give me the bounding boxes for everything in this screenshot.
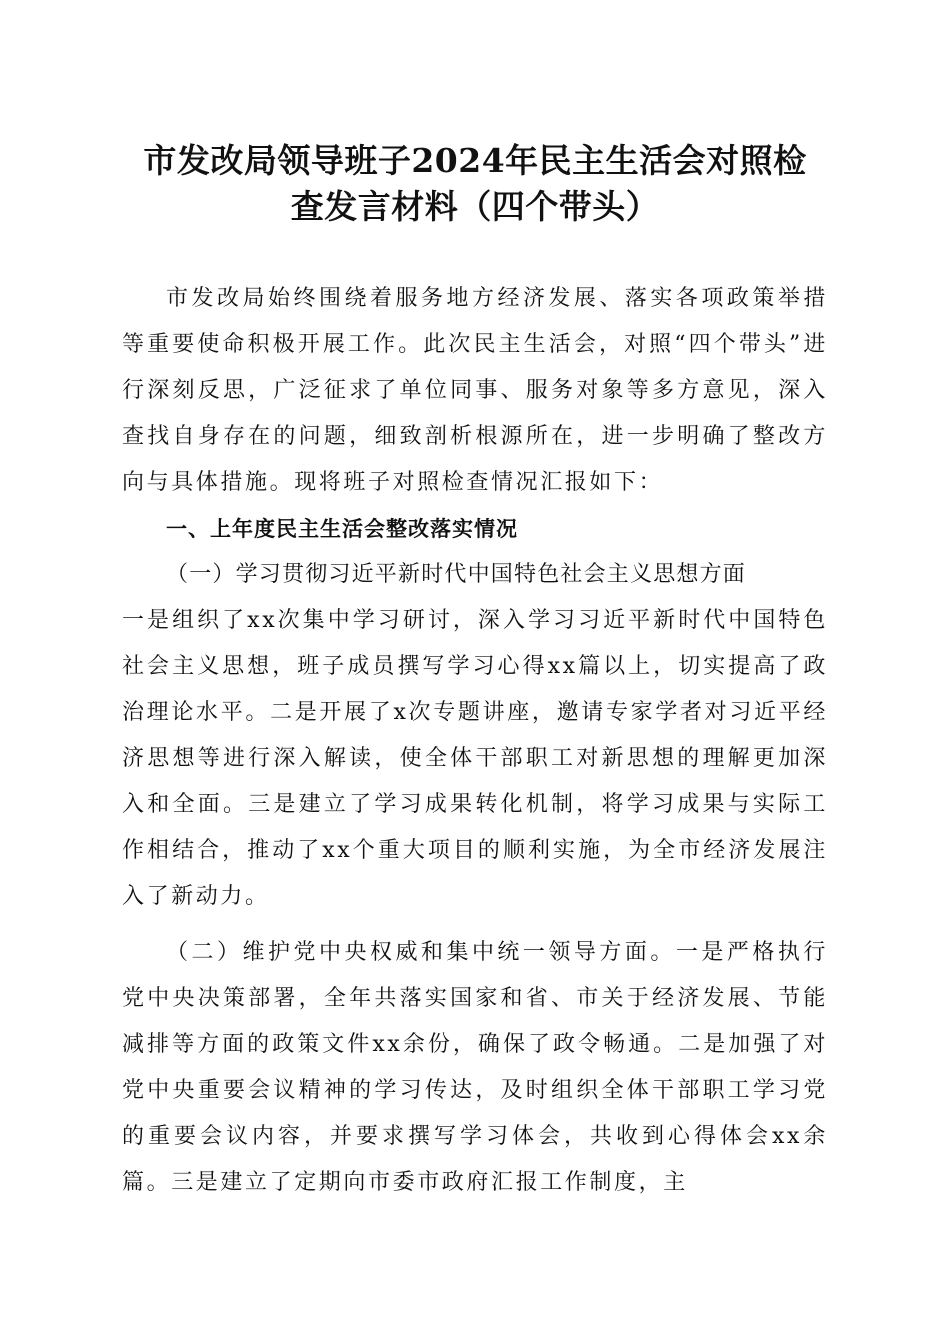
subsection-2 xyxy=(122,930,828,1206)
subsection-heading-1: （一）学习贯彻习近平新时代中国特色社会主义思想方面 xyxy=(166,562,747,587)
title-line-1: 市发改局领导班子2024年民主生活会对照检 xyxy=(143,141,807,180)
document-body xyxy=(122,276,828,1206)
section-heading-1: 一、上年度民主生活会整改落实情况 xyxy=(166,517,518,541)
document-title xyxy=(100,138,850,230)
paragraph-gap xyxy=(122,920,828,930)
subsection-body-1: 一是组织了xx次集中学习研讨，深入学习习近平新时代中国特色社会主义思想，班子成员撰写学习心得xx篇以上，切实提高了政治理论水平。二是开展了x次专题讲座，邀请专家学者对习近平经济思想等进行深入解读，使全体干部职工对新思想的理解更加深入和全面。三是建立了学习成果转化机制，将学习成果与实际工作相结合，推动了xx个重大项目的顺利实施，为全市经济发展注入了新动力。 xyxy=(122,608,828,909)
subsection-body-2: 一是严格执行党中央决策部署，全年共落实国家和省、市关于经济发展、节能减排等方面的政策文件xx余份，确保了政令畅通。二是加强了对党中央重要会议精神的学习传达，及时组织全体干部职工学习党的重要会议内容，并要求撰写学习体会，共收到心得体会xx余篇。三是建立了定期向市委市政府汇报工作制度，主 xyxy=(122,940,828,1195)
subsection-heading-2: （二）维护党中央权威和集中统一领导方面。 xyxy=(166,940,676,965)
title-line-2: 查发言材料（四个带头） xyxy=(290,187,660,226)
intro-paragraph: 市发改局始终围绕着服务地方经济发展、落实各项政策举措等重要使命积极开展工作。此次民主生活会，对照“四个带头”进行深刻反思，广泛征求了单位同事、服务对象等多方意见，深入查找自身存在的问题，细致剖析根源所在，进一步明确了整改方向与具体措施。现将班子对照检查情况汇报如下： xyxy=(122,286,828,495)
